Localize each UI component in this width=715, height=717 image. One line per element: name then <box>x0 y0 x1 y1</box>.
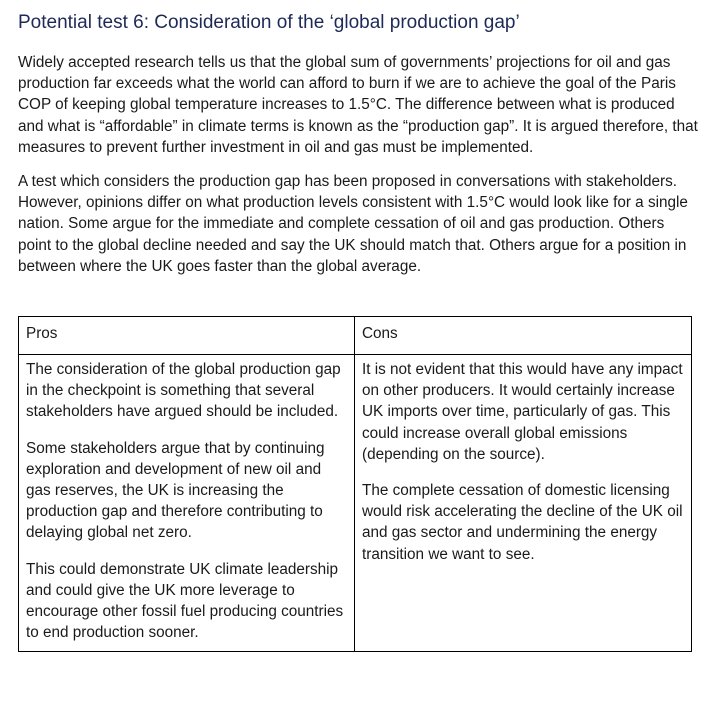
cons-cell <box>355 355 692 652</box>
cons-header: Cons <box>355 317 692 355</box>
pros-point: The consideration of the global production gap in the checkpoint is something that several stakeholders have argued should be included. <box>26 361 341 421</box>
document-page <box>18 10 698 642</box>
pros-point: This could demonstrate UK climate leadership and could give the UK more leverage to encourage other fossil fuel producing countries to end production sooner. <box>26 560 344 642</box>
intro-paragraph: Widely accepted research tells us that the global sum of governments’ projections for oil and gas production far exceeds what the world can afford to burn if we are to achieve the goal of the Paris COP of keeping global temperature increases to 1.5°C. The difference between what is produced and what is “affordable” in climate terms is known as the “production gap”. It is argued therefore, that measures to prevent further investment in oil and gas must be implemented. <box>18 54 698 156</box>
pros-cons-table <box>18 316 692 652</box>
pros-point: Some stakeholders argue that by continuing exploration and development of new oil and gas reserves, the UK is increasing the production gap and therefore contributing to delaying global net zero. <box>26 439 325 542</box>
cons-point: It is not evident that this would have any impact on other producers. It would certainly increase UK imports over time, particularly of gas. This could increase overall global emissions (depending on the source). <box>362 361 683 463</box>
pros-cell <box>19 355 355 652</box>
table-row <box>19 355 692 652</box>
section-heading: Potential test 6: Consideration of the ‘global production gap’ <box>18 12 520 33</box>
cons-point: The complete cessation of domestic licensing would risk accelerating the decline of the UK oil and gas sector and undermining the energy transition we want to see. <box>362 482 683 563</box>
pros-header: Pros <box>19 317 355 355</box>
context-paragraph: A test which considers the production gap has been proposed in conversations with stakeholders. However, opinions differ on what production levels consistent with 1.5°C would look like for a single nation. Some argue for the immediate and complete cessation of oil and gas production. Others point to the global decline needed and say the UK should match that. Others argue for a position in between where the UK goes faster than the global average. <box>18 173 688 275</box>
table-header-row <box>19 317 692 355</box>
